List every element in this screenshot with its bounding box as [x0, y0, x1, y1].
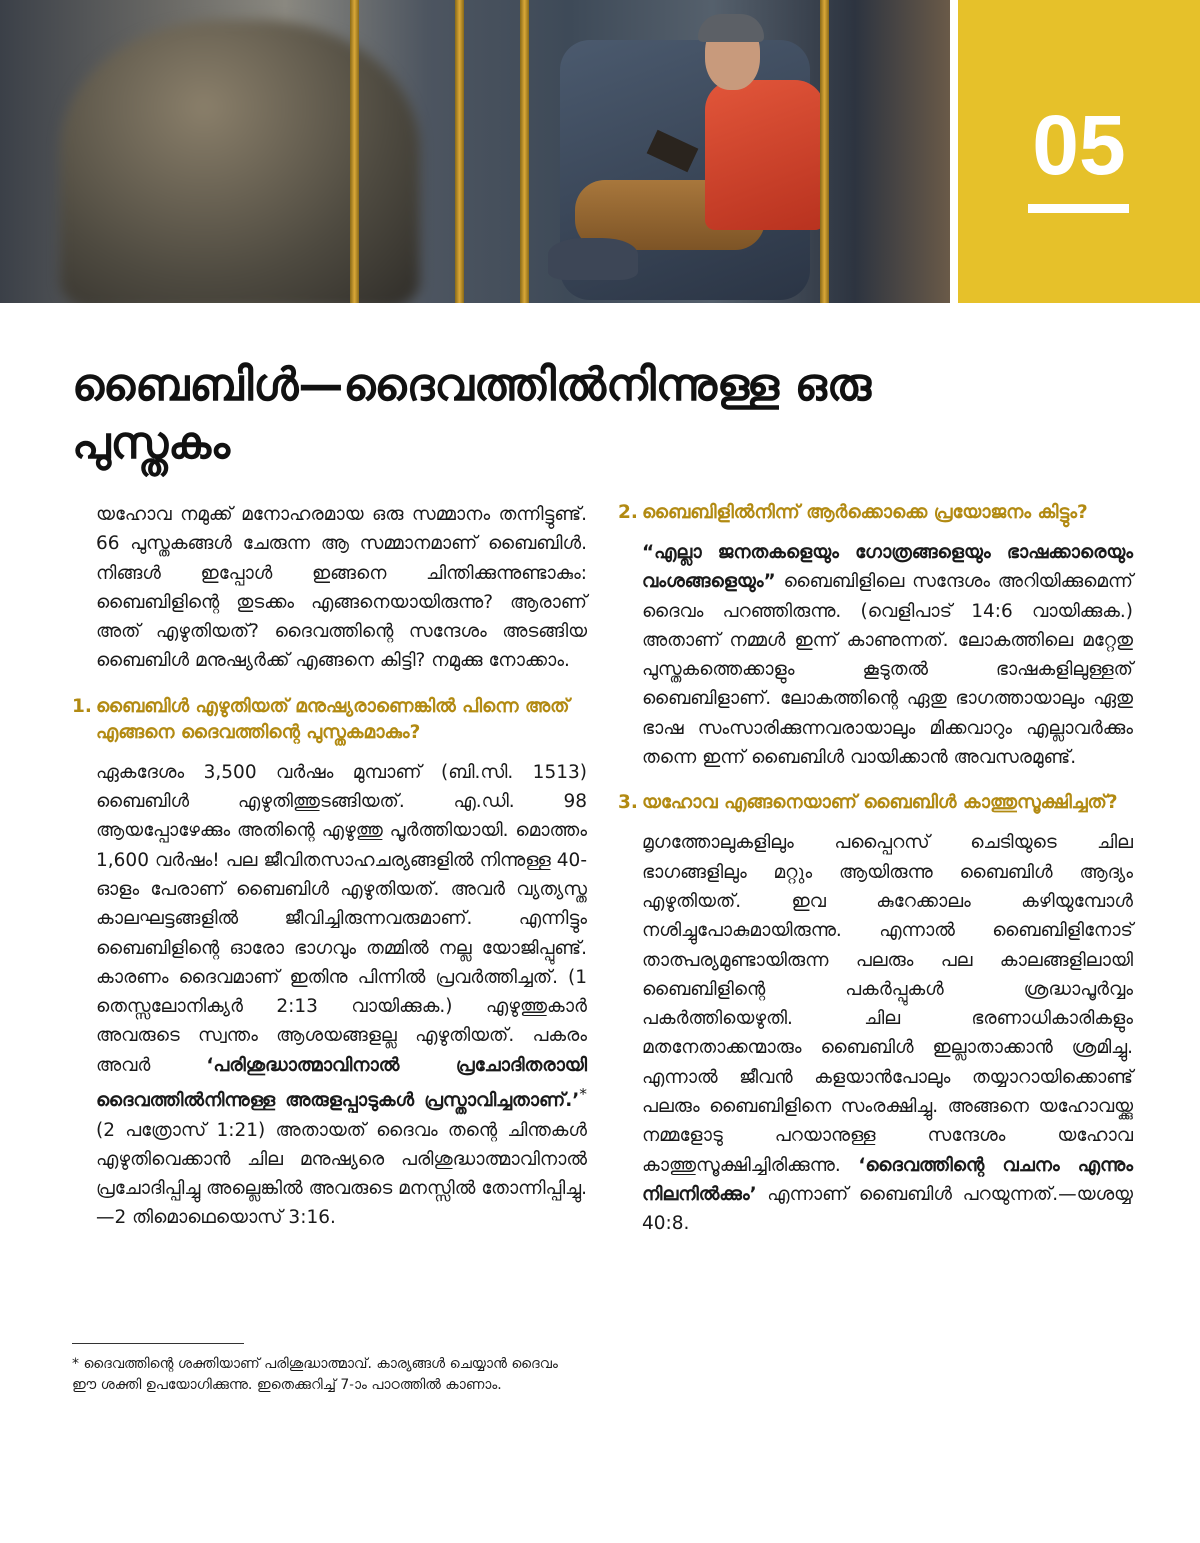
section-2-paragraph	[642, 538, 1133, 772]
footnote: * ദൈവത്തിന്റെ ശക്തിയാണ് പരിശുദ്ധാത്മാവ്. കാര്യങ്ങൾ ചെയ്യാൻ ദൈവം ഈ ശക്തി ഉപയോഗിക്കുന്നു. ഇതെക്കുറിച്ച് 7-ാം പാഠത്തിൽ കാണാം.	[72, 1356, 558, 1393]
photo-cap	[698, 14, 764, 42]
section-1-paragraph	[96, 758, 587, 1233]
photo-pole	[520, 0, 529, 303]
right-column	[618, 500, 1133, 1239]
body-text: മൃഗത്തോലുകളിലും പപ്പൈറസ് ചെടിയുടെ ചില ഭാഗങ്ങളിലും മറ്റും ആയിരുന്നു ബൈബിൾ ആദ്യം എഴുതിയത്. ഇവ കുറേക്കാലം കഴിയുമ്പോൾ നശിച്ചുപോകുമായിരുന്നു. എന്നാൽ ബൈബിളിനോട് താത്പര്യമുണ്ടായിരുന്ന പലരും പല കാലങ്ങളിലായി ബൈബിളിന്റെ പകർപ്പുകൾ ശ്രദ്ധാപൂർവ്വം പകർത്തിയെഴുതി. ചില ഭരണാധികാരികളും മതനേതാക്കന്മാരും ബൈബിൾ ഇല്ലാതാക്കാൻ ശ്രമിച്ചു. എന്നാൽ ജീവൻ കളയാൻപോലും തയ്യാറായിക്കൊണ്ട് പലരും ബൈബിളിനെ സംരക്ഷിച്ചു. അങ്ങനെ യഹോവയ്ക്കു നമ്മളോടു പറയാനുള്ള സന്ദേശം യഹോവ കാത്തുസൂക്ഷിച്ചിരിക്കുന്നു.	[642, 832, 1133, 1176]
question-heading-2	[618, 500, 1133, 526]
bold-quote: ‘പരിശുദ്ധാത്മാവിനാൽ പ്രചോദിതരായി ദൈവത്തിൽനിന്നുള്ള അരുളപ്പാടുകൾ പ്രസ്താവിച്ചതാണ്.’	[96, 1054, 587, 1112]
bold-quote: “എല്ലാ ജനതകളെയും ഗോത്രങ്ങളെയും ഭാഷക്കാരെയും വംശങ്ങളെയും”	[642, 542, 1133, 593]
question-number: 2.	[618, 502, 638, 523]
body-text: ഏകദേശം 3,500 വർഷം മുമ്പാണ് (ബി.സി. 1513) ബൈബിൾ എഴുതിത്തുടങ്ങിയത്. എ.ഡി. 98 ആയപ്പോഴേക്കും അതിന്റെ എഴുത്തു പൂർത്തിയായി. മൊത്തം 1,600 വർഷം! പല ജീവിതസാഹചര്യങ്ങളിൽ നിന്നുള്ള 40-ഓളം പേരാണ് ബൈബിൾ എഴുതിയത്. അവർ വ്യത്യസ്ത കാലഘട്ടങ്ങളിൽ ജീവിച്ചിരുന്നവരുമാണ്. എന്നിട്ടും ബൈബിളിന്റെ ഓരോ ഭാഗവും തമ്മിൽ നല്ല യോജിപ്പുണ്ട്. കാരണം ദൈവമാണ് ഇതിനു പിന്നിൽ പ്രവർത്തിച്ചത്. (1 തെസ്സലോനിക്യർ 2:13 വായിക്കുക.) എഴുത്തുകാർ അവരുടെ സ്വന്തം ആശയങ്ങളല്ല എഴുതിയത്. പകരം അവർ	[96, 761, 587, 1076]
question-number: 1.	[72, 695, 92, 717]
body-text: (2 പത്രോസ് 1:21) അതായത് ദൈവം തന്റെ ചിന്തകൾ എഴുതിവെക്കാൻ ചില മനുഷ്യരെ പരിശുദ്ധാത്മാവിനാൽ പ്രചോദിപ്പിച്ചു അല്ലെങ്കിൽ അവരുടെ മനസ്സിൽ തോന്നിപ്പിച്ചു.—2 തിമൊഥെയൊസ് 3:16.	[96, 1119, 587, 1229]
body-text: ബൈബിളിലെ സന്ദേശം അറിയിക്കുമെന്ന് ദൈവം പറഞ്ഞിരുന്നു. (വെളിപാട് 14:6 വായിക്കുക.) അതാണ് നമ്മൾ ഇന്ന് കാണുന്നത്. ലോകത്തിലെ മറ്റേതു പുസ്തകത്തെക്കാളും കൂടുതൽ ഭാഷകളിലുള്ളത് ബൈബിളാണ്. ലോകത്തിന്റെ ഏതു ഭാഗത്തായാലും ഏതു ഭാഷ സംസാരിക്കുന്നവരായാലും മിക്കവാറും എല്ലാവർക്കും തന്നെ ഇന്ന് ബൈബിൾ വായിക്കാൻ അവസരമുണ്ട്.	[642, 571, 1133, 769]
photo-sleeping-man	[60, 20, 420, 303]
lesson-number-badge	[958, 0, 1200, 303]
body-text: എന്നാണ് ബൈബിൾ പറയുന്നത്.—യശയ്യ 40:8.	[642, 1183, 1133, 1235]
intro-paragraph: യഹോവ നമുക്ക് മനോഹരമായ ഒരു സമ്മാനം തന്നിട്ടുണ്ട്. 66 പുസ്തകങ്ങൾ ചേരുന്ന ആ സമ്മാനമാണ് ബൈബിൾ. നിങ്ങൾ ഇപ്പോൾ ഇങ്ങനെ ചിന്തിക്കുന്നുണ്ടാകും: ബൈബിളിന്റെ തുടക്കം എങ്ങനെയായിരുന്നു? ആരാണ് അത് എഴുതിയത്? ദൈവത്തിന്റെ സന്ദേശം അടങ്ങിയ ബൈബിൾ മനുഷ്യർക്ക് എങ്ങനെ കിട്ടി? നമുക്കു നോക്കാം.	[96, 504, 587, 672]
page-title: ബൈബിൾ—ദൈവത്തിൽനിന്നുള്ള ഒരു പുസ്തകം	[72, 358, 872, 469]
question-text: ബൈബിളിൽനിന്ന് ആർക്കൊക്കെ പ്രയോജനം കിട്ടും?	[642, 502, 1088, 523]
footnote-marker[interactable]: *	[579, 1085, 587, 1104]
question-heading-1	[72, 694, 587, 746]
question-text: യഹോവ എങ്ങനെയാണ് ബൈബിൾ കാത്തുസൂക്ഷിച്ചത്?	[642, 792, 1118, 814]
question-heading-3	[618, 790, 1133, 816]
photo-pole	[350, 0, 359, 303]
question-text: ബൈബിൾ എഴുതിയത് മനുഷ്യരാണെങ്കിൽ പിന്നെ അത് എങ്ങനെ ദൈവത്തിന്റെ പുസ്തകമാകും?	[96, 695, 570, 743]
section-3-paragraph	[642, 828, 1133, 1238]
photo-pole	[820, 0, 829, 303]
question-number: 3.	[618, 792, 638, 814]
footnote-divider	[72, 1343, 244, 1344]
lesson-number-underline	[1028, 204, 1129, 213]
header-photo-bus-passengers	[0, 0, 950, 303]
photo-shoe	[548, 238, 638, 280]
left-column	[72, 500, 587, 1233]
lesson-number: 05	[1032, 98, 1126, 192]
photo-red-jacket	[705, 80, 825, 230]
bold-quote: ‘ദൈവത്തിന്റെ വചനം എന്നും നിലനിൽക്കും’	[642, 1154, 1133, 1205]
photo-pole	[455, 0, 464, 303]
